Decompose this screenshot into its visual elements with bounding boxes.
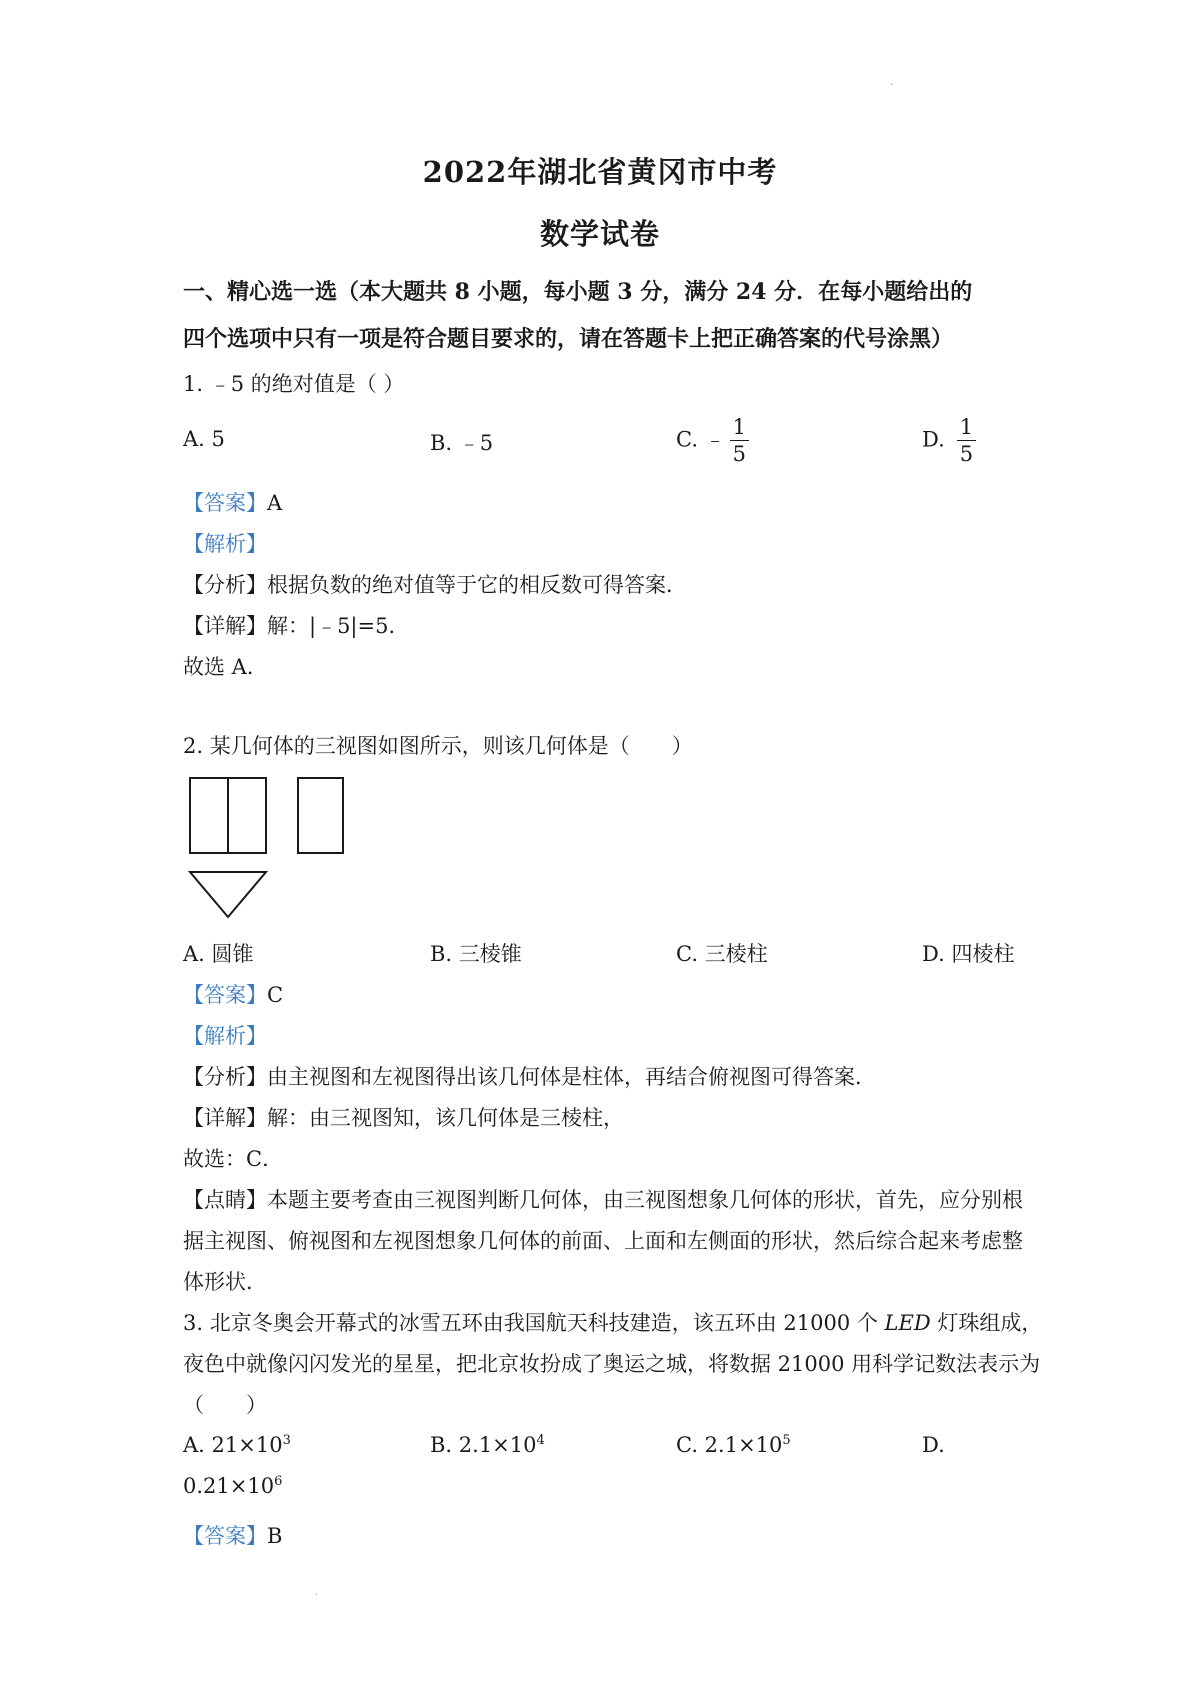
q2-dianjing-line1: 【点睛】本题主要考查由三视图判断几何体，由三视图想象几何体的形状，首先，应分别根	[183, 1188, 1023, 1212]
option-exponent: 5	[782, 1433, 791, 1448]
q3-stem-part1: 3. 北京冬奥会开幕式的冰雪五环由我国航天科技建造，该五环由 21000 个	[183, 1311, 885, 1335]
q1-guxuan: 故选 A．	[183, 655, 268, 679]
top-view	[190, 872, 266, 917]
option-exponent: 4	[536, 1433, 545, 1448]
q3-option-c	[676, 1433, 791, 1457]
answer-tag: 【答案】	[183, 983, 267, 1007]
page-title: 2022年湖北省黄冈市中考	[422, 155, 778, 189]
scan-dot: ·	[315, 1590, 319, 1601]
fraction-numerator: 1	[957, 414, 976, 441]
q1-option-d-prefix: D.	[922, 427, 945, 452]
q3-stem-led: LED	[884, 1311, 931, 1335]
q3-option-b	[430, 1433, 545, 1457]
q2-option-a: A. 圆锥	[183, 942, 254, 966]
q3-option-d: D.	[922, 1433, 945, 1457]
answer-value: C	[267, 983, 284, 1007]
fraction-denominator: 5	[959, 442, 974, 467]
q3-stem-line3: （ ）	[183, 1393, 267, 1417]
scan-dot: ·	[890, 80, 894, 91]
q2-answer	[183, 979, 283, 1009]
section-heading-line1: 一、精心选一选（本大题共 8 小题，每小题 3 分，满分 24 分．在每小题给出的	[183, 279, 973, 305]
q2-fenxi: 【分析】由主视图和左视图得出该几何体是柱体，再结合俯视图可得答案．	[183, 1065, 876, 1089]
q3-answer	[183, 1520, 282, 1550]
q1-fenxi: 【分析】根据负数的绝对值等于它的相反数可得答案．	[183, 573, 687, 597]
option-base: C. 2.1×10	[676, 1433, 783, 1457]
side-view	[298, 778, 343, 853]
option-exponent: 6	[274, 1474, 283, 1489]
q1-stem: 1. ﹣5 的绝对值是（ ）	[183, 372, 405, 396]
answer-value: A	[267, 491, 283, 515]
q2-dianjing-line2: 据主视图、俯视图和左视图想象几何体的前面、上面和左侧面的形状，然后综合起来考虑整	[183, 1229, 1023, 1253]
q1-analysis-tag: 【解析】	[183, 532, 267, 556]
q2-stem: 2. 某几何体的三视图如图所示，则该几何体是（ ）	[183, 734, 693, 758]
q1-option-c-prefix: C. ﹣	[676, 427, 726, 452]
q1-option-a: A. 5	[183, 427, 225, 451]
q2-guxuan: 故选：C．	[183, 1147, 284, 1171]
section-heading-line2: 四个选项中只有一项是符合题目要求的，请在答题卡上把正确答案的代号涂黑）	[183, 326, 954, 352]
q2-analysis-tag: 【解析】	[183, 1024, 267, 1048]
q2-option-b: B. 三棱锥	[430, 942, 522, 966]
option-exponent: 3	[282, 1433, 291, 1448]
page-subtitle: 数学试卷	[539, 217, 660, 251]
q2-option-d: D. 四棱柱	[922, 942, 1015, 966]
answer-tag: 【答案】	[183, 491, 267, 515]
q2-dianjing-line3: 体形状．	[183, 1270, 267, 1294]
q3-stem-line1	[183, 1307, 1042, 1337]
q2-xiangjie: 【详解】解：由三视图知，该几何体是三棱柱，	[183, 1106, 624, 1130]
option-base: B. 2.1×10	[430, 1433, 537, 1457]
answer-tag: 【答案】	[183, 1524, 267, 1548]
fraction-denominator: 5	[732, 442, 747, 467]
q3-option-a	[183, 1433, 291, 1457]
q3-option-d-value	[183, 1474, 282, 1498]
option-base: 0.21×10	[183, 1474, 275, 1498]
answer-value: B	[267, 1524, 283, 1548]
q1-xiangjie: 【详解】解：|﹣5|=5．	[183, 614, 410, 638]
q3-stem-part2: 灯珠组成，	[930, 1311, 1043, 1335]
q3-stem-line2: 夜色中就像闪闪发光的星星，把北京妆扮成了奥运之城，将数据 21000 用科学记数法表示为	[183, 1352, 1041, 1376]
option-base: A. 21×10	[183, 1433, 283, 1457]
fraction-numerator: 1	[730, 414, 749, 441]
q2-option-c: C. 三棱柱	[676, 942, 768, 966]
q1-option-b: B. ﹣5	[430, 431, 494, 455]
